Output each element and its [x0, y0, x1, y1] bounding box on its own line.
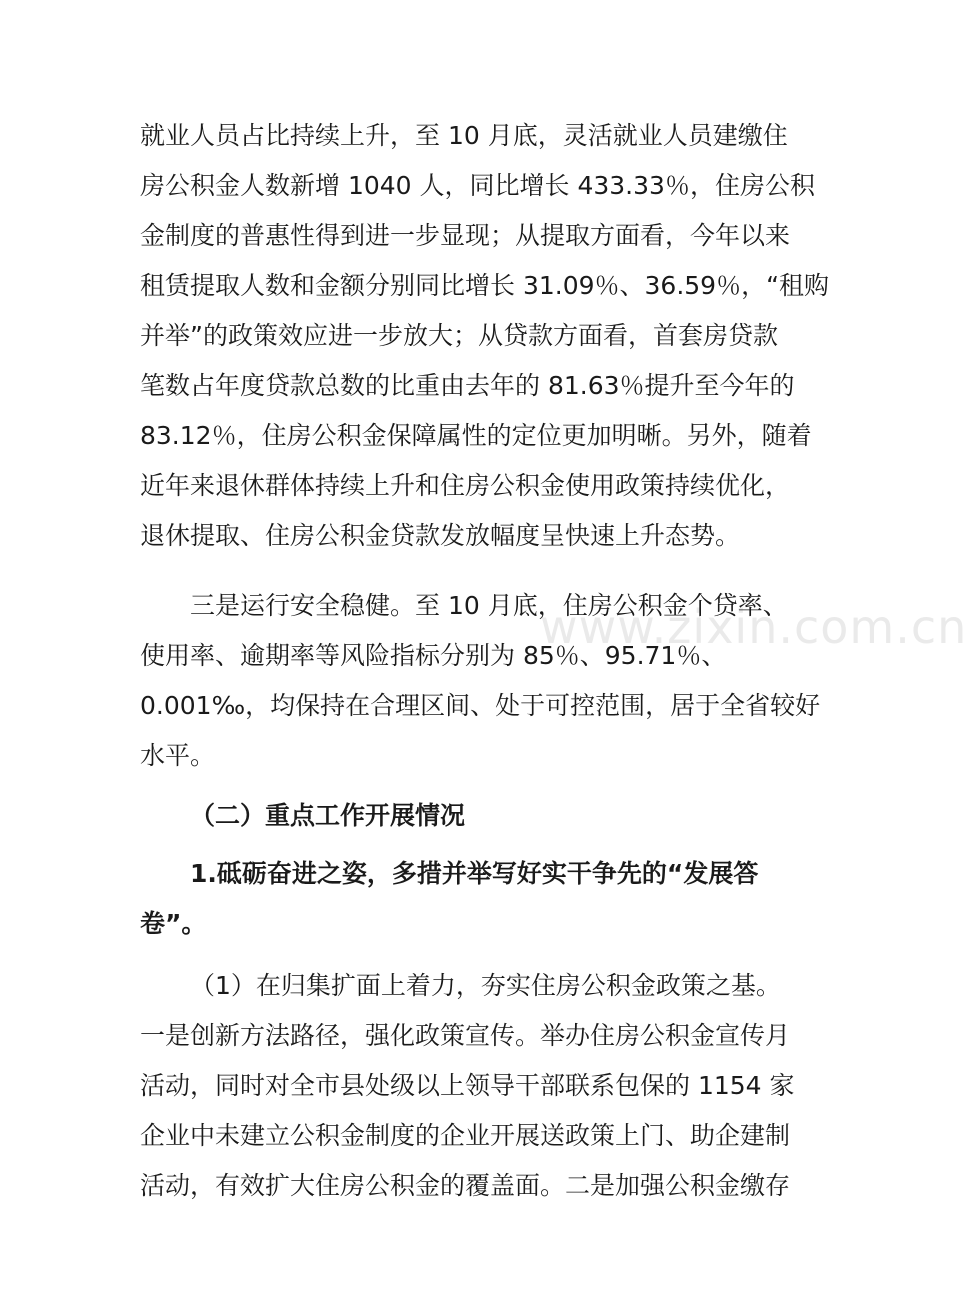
text-line: 金制度的普惠性得到进一步显现；从提取方面看，今年以来 — [140, 221, 791, 250]
text-line: 水平。 — [140, 741, 216, 770]
text-line: 使用率、逾期率等风险指标分别为 85％、95.71％、 — [140, 641, 727, 670]
text-line: 并举”的政策效应进一步放大；从贷款方面看，首套房贷款 — [140, 321, 778, 350]
text-line: 83.12％，住房公积金保障属性的定位更加明晰。另外，随着 — [140, 421, 812, 450]
text-line: （1）在归集扩面上着力，夯实住房公积金政策之基。 — [190, 971, 781, 1000]
watermark: www.zixin.com.cn — [540, 600, 967, 654]
text-line: 企业中未建立公积金制度的企业开展送政策上门、助企建制 — [140, 1121, 791, 1150]
text-line: 就业人员占比持续上升，至 10 月底，灵活就业人员建缴住 — [140, 121, 788, 150]
subsection-heading: 1.砥砺奋进之姿，多措并举写好实干争先的“发展答 — [190, 859, 759, 888]
text-line: 租赁提取人数和金额分别同比增长 31.09％、36.59％，“租购 — [140, 271, 830, 300]
text-line: 活动，同时对全市县处级以上领导干部联系包保的 1154 家 — [140, 1071, 795, 1100]
text-line: 退休提取、住房公积金贷款发放幅度呈快速上升态势。 — [140, 521, 741, 550]
section-heading: （二）重点工作开展情况 — [190, 801, 466, 830]
text-line: 笔数占年度贷款总数的比重由去年的 81.63％提升至今年的 — [140, 371, 795, 400]
text-line: 一是创新方法路径，强化政策宣传。举办住房公积金宣传月 — [140, 1021, 791, 1050]
text-line: 活动，有效扩大住房公积金的覆盖面。二是加强公积金缴存 — [140, 1171, 791, 1200]
text-line: 房公积金人数新增 1040 人，同比增长 433.33％，住房公积 — [140, 171, 815, 200]
text-line: 0.001‰，均保持在合理区间、处于可控范围，居于全省较好 — [140, 691, 821, 720]
text-line: 近年来退休群体持续上升和住房公积金使用政策持续优化， — [140, 471, 791, 500]
subsection-heading: 卷”。 — [140, 909, 207, 938]
text-line: 三是运行安全稳健。至 10 月底，住房公积金个贷率、 — [190, 591, 788, 620]
